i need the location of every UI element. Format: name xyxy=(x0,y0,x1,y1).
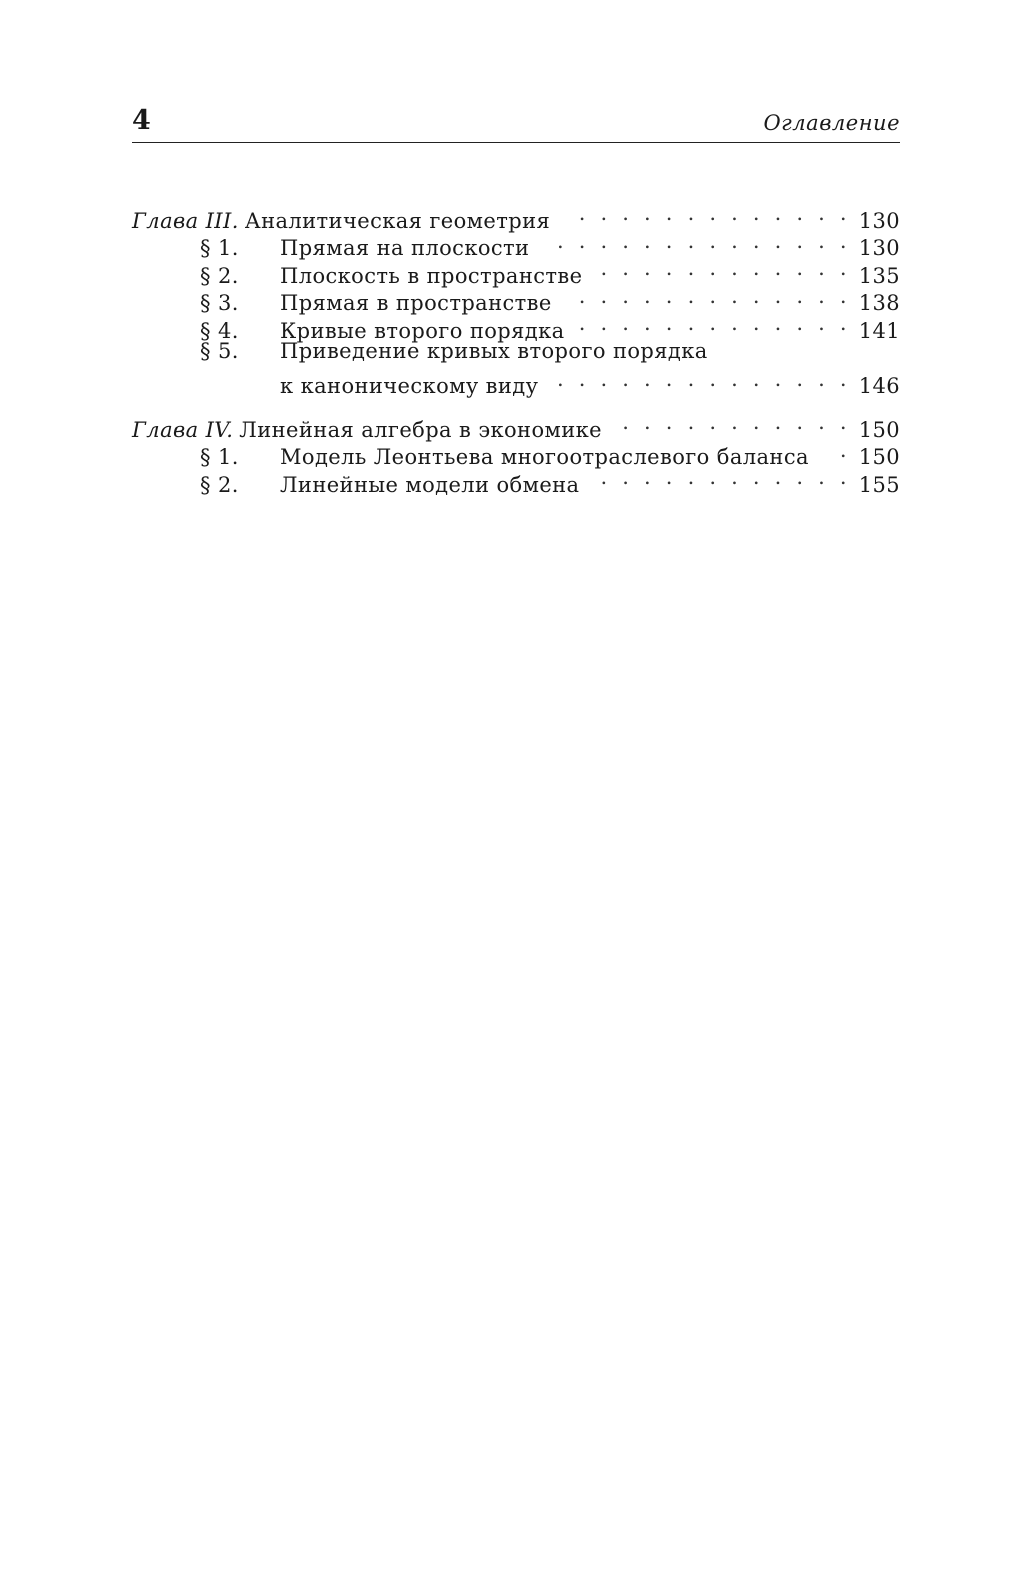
dot-leader xyxy=(616,409,851,437)
section-number: § 2. xyxy=(200,263,239,288)
chapter-number: Глава III. xyxy=(132,208,239,233)
toc-section-entry[interactable] xyxy=(132,228,900,261)
toc-chapter-3 xyxy=(132,200,900,399)
toc-chapter-4 xyxy=(132,409,900,497)
toc-section-entry[interactable] xyxy=(132,310,900,343)
dot-leader xyxy=(564,200,851,228)
toc-chapter-entry[interactable] xyxy=(132,409,900,442)
section-title-continuation: к каноническому виду xyxy=(280,374,539,399)
section-number: § 4. xyxy=(200,318,239,343)
section-title: Прямая в пространстве xyxy=(280,291,552,316)
page-ref: 150 xyxy=(858,445,900,470)
section-number: § 3. xyxy=(200,291,239,316)
toc-section-entry[interactable] xyxy=(132,283,900,316)
page-header xyxy=(132,104,900,143)
page-ref: 135 xyxy=(858,263,900,288)
dot-leader xyxy=(543,228,850,256)
dot-leader xyxy=(823,437,851,465)
section-title: Модель Леонтьева многоотраслевого баланса xyxy=(280,445,809,470)
page-number: 4 xyxy=(132,105,151,136)
dot-leader xyxy=(596,255,850,283)
page-ref: 155 xyxy=(858,472,900,497)
section-title: Приведение кривых второго порядка xyxy=(280,338,708,363)
page-ref: 150 xyxy=(858,417,900,442)
dot-leader xyxy=(552,366,850,394)
toc-section-entry[interactable] xyxy=(132,255,900,288)
page-ref: 138 xyxy=(858,291,900,316)
dot-leader xyxy=(579,310,851,338)
chapter-title: Аналитическая геометрия xyxy=(244,208,551,233)
page-ref: 141 xyxy=(858,318,900,343)
toc-section-entry[interactable] xyxy=(132,338,900,366)
toc-chapter-entry[interactable] xyxy=(132,200,900,233)
page-ref: 146 xyxy=(858,374,900,399)
section-number: § 1. xyxy=(200,236,239,261)
section-title: Линейные модели обмена xyxy=(280,472,580,497)
section-title: Кривые второго порядка xyxy=(280,318,565,343)
toc-section-entry[interactable] xyxy=(132,437,900,470)
toc-section-entry-continuation[interactable] xyxy=(132,366,900,399)
section-number: § 5. xyxy=(200,338,239,363)
dot-leader xyxy=(593,464,850,492)
section-title: Плоскость в пространстве xyxy=(280,263,583,288)
chapter-number: Глава IV. xyxy=(132,417,234,442)
section-number: § 1. xyxy=(200,445,239,470)
toc-section-entry[interactable] xyxy=(132,464,900,497)
page-ref: 130 xyxy=(858,236,900,261)
section-title: Прямая на плоскости xyxy=(280,236,530,261)
running-title: Оглавление xyxy=(763,111,900,135)
chapter-title: Линейная алгебра в экономике xyxy=(239,417,602,442)
dot-leader xyxy=(566,283,851,311)
table-of-contents xyxy=(132,200,900,497)
section-number: § 2. xyxy=(200,472,239,497)
page-ref: 130 xyxy=(858,208,900,233)
